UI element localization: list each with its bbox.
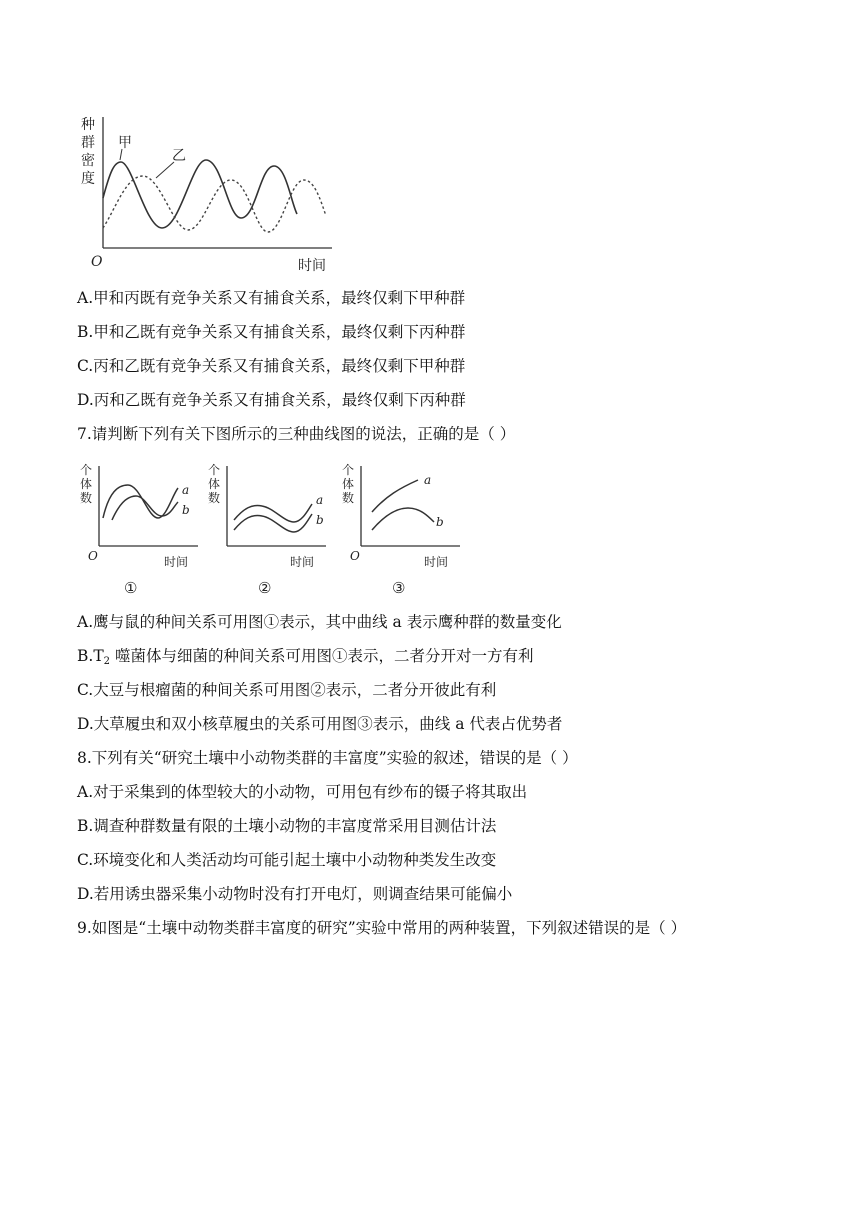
y-axis-label-char: 度: [81, 171, 95, 187]
chart-1: [76, 458, 200, 600]
q7-option-d: D.大草履虫和双小核草履虫的关系可用图③表示，曲线 a 代表占优势者: [77, 715, 563, 733]
curve-jia: [103, 160, 297, 228]
origin-label: O: [91, 254, 103, 270]
y-axis-label-char: 种: [81, 117, 95, 133]
y-axis-label-char: 密: [81, 153, 95, 169]
curve-a: [372, 480, 418, 512]
option-c: C.丙和乙既有竞争关系又有捕食关系，最终仅剩下甲种群: [77, 357, 466, 375]
q7-option-b-text: 噬菌体与细菌的种间关系可用图①表示，二者分开对一方有利: [110, 647, 534, 665]
curve-a-label: a: [424, 473, 432, 487]
y-axis-label-char: 数: [208, 491, 221, 505]
chart-caption: ②: [258, 579, 272, 597]
y-axis-label-char: 体: [342, 477, 355, 491]
chart-caption: ①: [124, 579, 138, 597]
question-8-stem: 8.下列有关“研究土壤中小动物类群的丰富度”实验的叙述，错误的是（ ）: [77, 749, 578, 767]
question-9-stem: 9.如图是“土壤中动物类群丰富度的研究”实验中常用的两种装置，下列叙述错误的是（ ）: [77, 919, 687, 937]
population-density-figure: [76, 112, 338, 274]
origin-label: O: [88, 549, 98, 563]
y-axis-label-char: 个: [342, 463, 355, 477]
x-axis-label: 时间: [298, 258, 326, 274]
q7-option-a: A.鹰与鼠的种间关系可用图①表示，其中曲线 a 表示鹰种群的数量变化: [77, 613, 562, 631]
curve-b-label: b: [436, 515, 444, 529]
curve-b-label: b: [316, 513, 324, 527]
curve-b: [372, 508, 434, 530]
q8-option-b: B.调查种群数量有限的土壤小动物的丰富度常采用目测估计法: [77, 817, 497, 835]
leader-line-yi: [156, 162, 174, 178]
x-axis-label: 时间: [424, 555, 449, 569]
curve-a-label: a: [182, 483, 190, 497]
q7-option-b: [77, 646, 533, 672]
chart-caption: ③: [392, 579, 406, 597]
chart-2: [206, 458, 330, 600]
curve-b-label: b: [182, 503, 190, 517]
option-d: D.丙和乙既有竞争关系又有捕食关系，最终仅剩下丙种群: [77, 391, 466, 409]
y-axis-label-char: 群: [81, 135, 95, 151]
y-axis-label-char: 个: [208, 463, 221, 477]
series-label-yi: 乙: [172, 148, 186, 164]
q7-option-b-prefix: B.T: [77, 647, 104, 665]
origin-label: O: [350, 549, 360, 563]
q7-option-c: C.大豆与根瘤菌的种间关系可用图②表示，二者分开彼此有利: [77, 681, 497, 699]
option-a: A.甲和丙既有竞争关系又有捕食关系，最终仅剩下甲种群: [77, 289, 466, 307]
series-label-jia: 甲: [118, 135, 132, 151]
x-axis-label: 时间: [164, 555, 189, 569]
q8-option-d: D.若用诱虫器采集小动物时没有打开电灯，则调查结果可能偏小: [77, 885, 513, 903]
y-axis-label-char: 个: [80, 463, 93, 477]
q8-option-c: C.环境变化和人类活动均可能引起土壤中小动物种类发生改变: [77, 851, 497, 869]
q8-option-a: A.对于采集到的体型较大的小动物，可用包有纱布的镊子将其取出: [77, 783, 528, 801]
x-axis-label: 时间: [290, 555, 315, 569]
q7-option-b-subscript: 2: [103, 656, 111, 667]
option-b: B.甲和乙既有竞争关系又有捕食关系，最终仅剩下丙种群: [77, 323, 466, 341]
y-axis-label-char: 数: [80, 491, 93, 505]
curve-a-label: a: [316, 493, 324, 507]
question-7-stem: 7.请判断下列有关下图所示的三种曲线图的说法，正确的是（ ）: [77, 425, 516, 443]
y-axis-label-char: 体: [208, 477, 221, 491]
y-axis-label-char: 体: [80, 477, 93, 491]
curve-a: [103, 485, 178, 518]
chart-3: [340, 458, 464, 600]
y-axis-label-char: 数: [342, 491, 355, 505]
curve-b: [234, 514, 312, 532]
